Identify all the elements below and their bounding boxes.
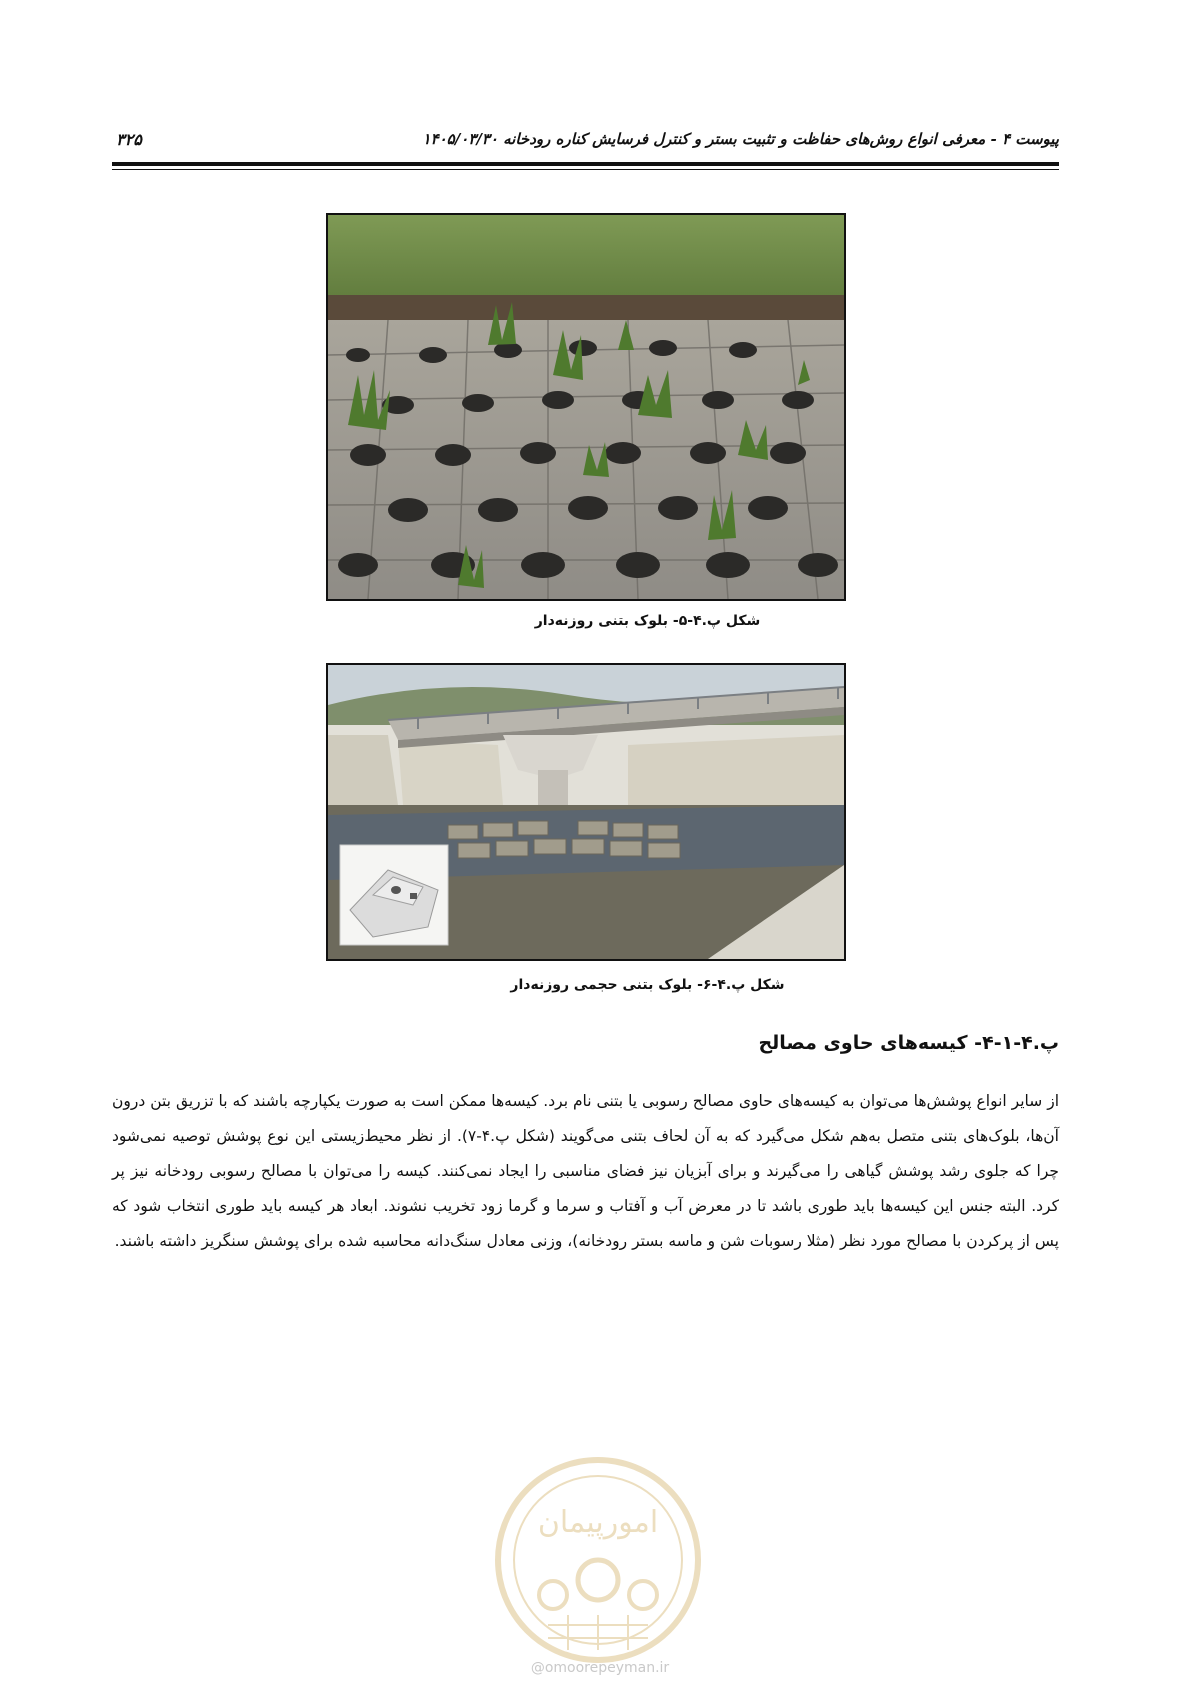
page-number: ۳۲۵ [116, 130, 142, 149]
watermark-logo [488, 1440, 708, 1680]
bridge-pier-photo [328, 665, 844, 959]
figure-2-caption: شکل پ.۴-۶- بلوک بتنی حجمی روزنه‌دار [510, 977, 785, 993]
page-header [112, 128, 1059, 154]
header-title: پیوست ۴ - معرفی انواع روش‌های حفاظت و تثبیت بستر و کنترل فرسایش کناره رودخانه ۱۴۰۵/۰۳/۳۰ [422, 130, 1059, 148]
header-rule-thick [112, 162, 1059, 166]
watermark-url: @omoorepeyman.ir [530, 1660, 670, 1676]
figure-perforated-concrete-block [326, 213, 846, 601]
header-rule-thin [112, 169, 1059, 170]
figure-1-caption: شکل پ.۴-۵- بلوک بتنی روزنه‌دار [534, 613, 761, 629]
watermark-logo-text: امورپیمان [537, 1505, 659, 1540]
perforated-block-photo [328, 215, 844, 599]
section-heading: پ.۴-۱-۴- کیسه‌های حاوی مصالح [758, 1032, 1059, 1054]
figure-volumetric-perforated-block [326, 663, 846, 961]
section-paragraph: از سایر انواع پوشش‌ها می‌توان به کیسه‌های حاوی مصالح رسوبی یا بتنی نام برد. کیسه‌ها ممکن است به صورت یکپارچه باشند که با تزریق بتن درون آن‌ها، بلوک‌های بتنی متصل به‌هم شکل می‌گیرد که به آن لحاف بتنی می‌گویند (شکل پ.۴-۷). از نظر محیط‌زیستی این نوع پوشش توصیه نمی‌شود چرا که جلوی رشد پوشش گیاهی را می‌گیرند و برای آبزیان نیز فضای مناسبی را ایجاد نمی‌کنند. کیسه را می‌توان با مصالح رسوبی رودخانه نیز پر کرد. البته جنس این کیسه‌ها باید طوری باشد تا در معرض آب و آفتاب و سرما و گرما زود تخریب نشوند. ابعاد هر کیسه باید طوری انتخاب شود که پس از پرکردن با مصالح مورد نظر (مثلا رسوبات شن و ماسه بستر رودخانه)، وزنی معادل سنگ‌دانه محاسبه شده برای پوشش سنگریز داشته باشند. [112, 1092, 1059, 1250]
